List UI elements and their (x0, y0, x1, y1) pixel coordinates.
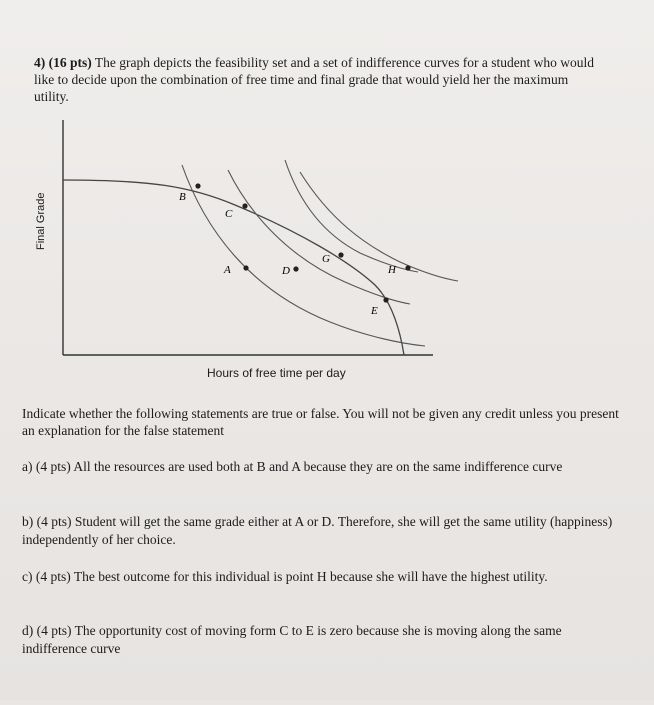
point-B-label: B (179, 191, 186, 203)
point-G-marker (338, 252, 343, 257)
point-G-label: G (322, 253, 330, 265)
point-D-marker (293, 266, 298, 271)
point-C-label: C (225, 208, 233, 220)
point-H-marker (405, 265, 410, 270)
question-d (22, 622, 622, 658)
question-text: The best outcome for this individual is point H because she will have the highest utility. (73, 569, 548, 584)
point-E-label: E (371, 305, 378, 317)
instructions: Indicate whether the following statements are true or false. You will not be given any credit unless you present an explanation for the false statement (22, 406, 619, 438)
problem-points: (16 pts) (48, 55, 92, 70)
point-D-label: D (282, 265, 290, 277)
point-E-marker (383, 297, 388, 302)
point-C-marker (242, 203, 247, 208)
indifference-curve-2 (228, 170, 410, 304)
question-label: c) (4 pts) (22, 569, 71, 584)
question-c (22, 568, 622, 586)
y-axis-label: Final Grade (35, 192, 47, 250)
point-A-marker (243, 265, 248, 270)
question-b (22, 513, 622, 549)
point-A-label: A (224, 264, 231, 276)
point-B-marker (195, 183, 200, 188)
question-label: d) (4 pts) (22, 623, 72, 638)
feasibility-frontier (63, 180, 404, 355)
question-label: b) (4 pts) (22, 514, 72, 529)
question-text: The opportunity cost of moving form C to E is zero because she is moving along the same indifference curve (22, 623, 562, 656)
question-text: Student will get the same grade either at A or D. Therefore, she will get the same utility (happiness) independently of her choice. (22, 514, 613, 547)
problem-number: 4) (34, 55, 46, 70)
point-H-label: H (388, 264, 396, 276)
x-axis-label: Hours of free time per day (207, 366, 346, 380)
problem-text: The graph depicts the feasibility set and a set of indifference curves for a student who would like to decide upon the combination of free time and final grade that would yield her the maximum utility. (34, 55, 594, 104)
indifference-curve-3 (285, 160, 418, 272)
question-a (22, 458, 622, 476)
question-text: All the resources are used both at B and A because they are on the same indifference curve (73, 459, 563, 474)
question-label: a) (4 pts) (22, 459, 71, 474)
